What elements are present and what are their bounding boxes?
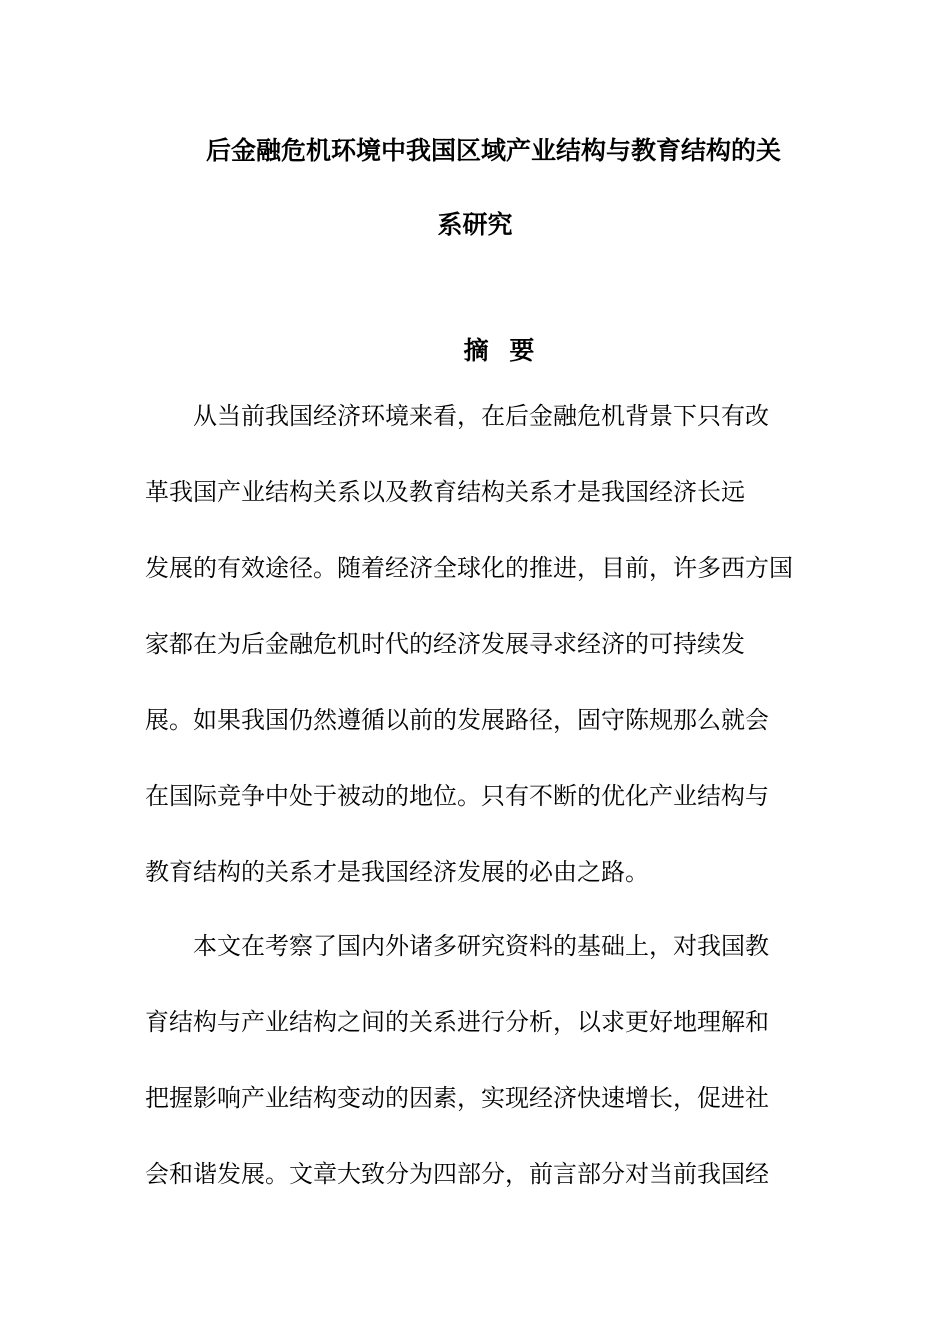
paragraph-line: 教育结构的关系才是我国经济发展的必由之路。 [145, 858, 649, 886]
paragraph-line: 家都在为后金融危机时代的经济发展寻求经济的可持续发 [145, 630, 745, 658]
paragraph-line: 革我国产业结构关系以及教育结构关系才是我国经济长远 [145, 478, 745, 506]
paragraph-line: 会和谐发展。文章大致分为四部分，前言部分对当前我国经 [145, 1160, 769, 1188]
paragraph-line: 本文在考察了国内外诸多研究资料的基础上，对我国教 [193, 932, 769, 960]
paragraph-line: 发展的有效途径。随着经济全球化的推进，目前，许多西方国 [145, 554, 793, 582]
abstract-heading: 摘 要 [463, 336, 541, 365]
document-title-line-2: 系研究 [437, 210, 513, 239]
abstract-paragraph-2 [145, 908, 806, 1212]
abstract-paragraph-1 [145, 378, 806, 910]
paragraph-line: 把握影响产业结构变动的因素，实现经济快速增长，促进社 [145, 1084, 769, 1112]
paragraph-line: 展。如果我国仍然遵循以前的发展路径，固守陈规那么就会 [145, 706, 769, 734]
paragraph-line: 育结构与产业结构之间的关系进行分析，以求更好地理解和 [145, 1008, 769, 1036]
paragraph-line: 从当前我国经济环境来看，在后金融危机背景下只有改 [193, 402, 769, 430]
document-title-line-1: 后金融危机环境中我国区域产业结构与教育结构的关 [206, 136, 782, 165]
paragraph-line: 在国际竞争中处于被动的地位。只有不断的优化产业结构与 [145, 782, 769, 810]
